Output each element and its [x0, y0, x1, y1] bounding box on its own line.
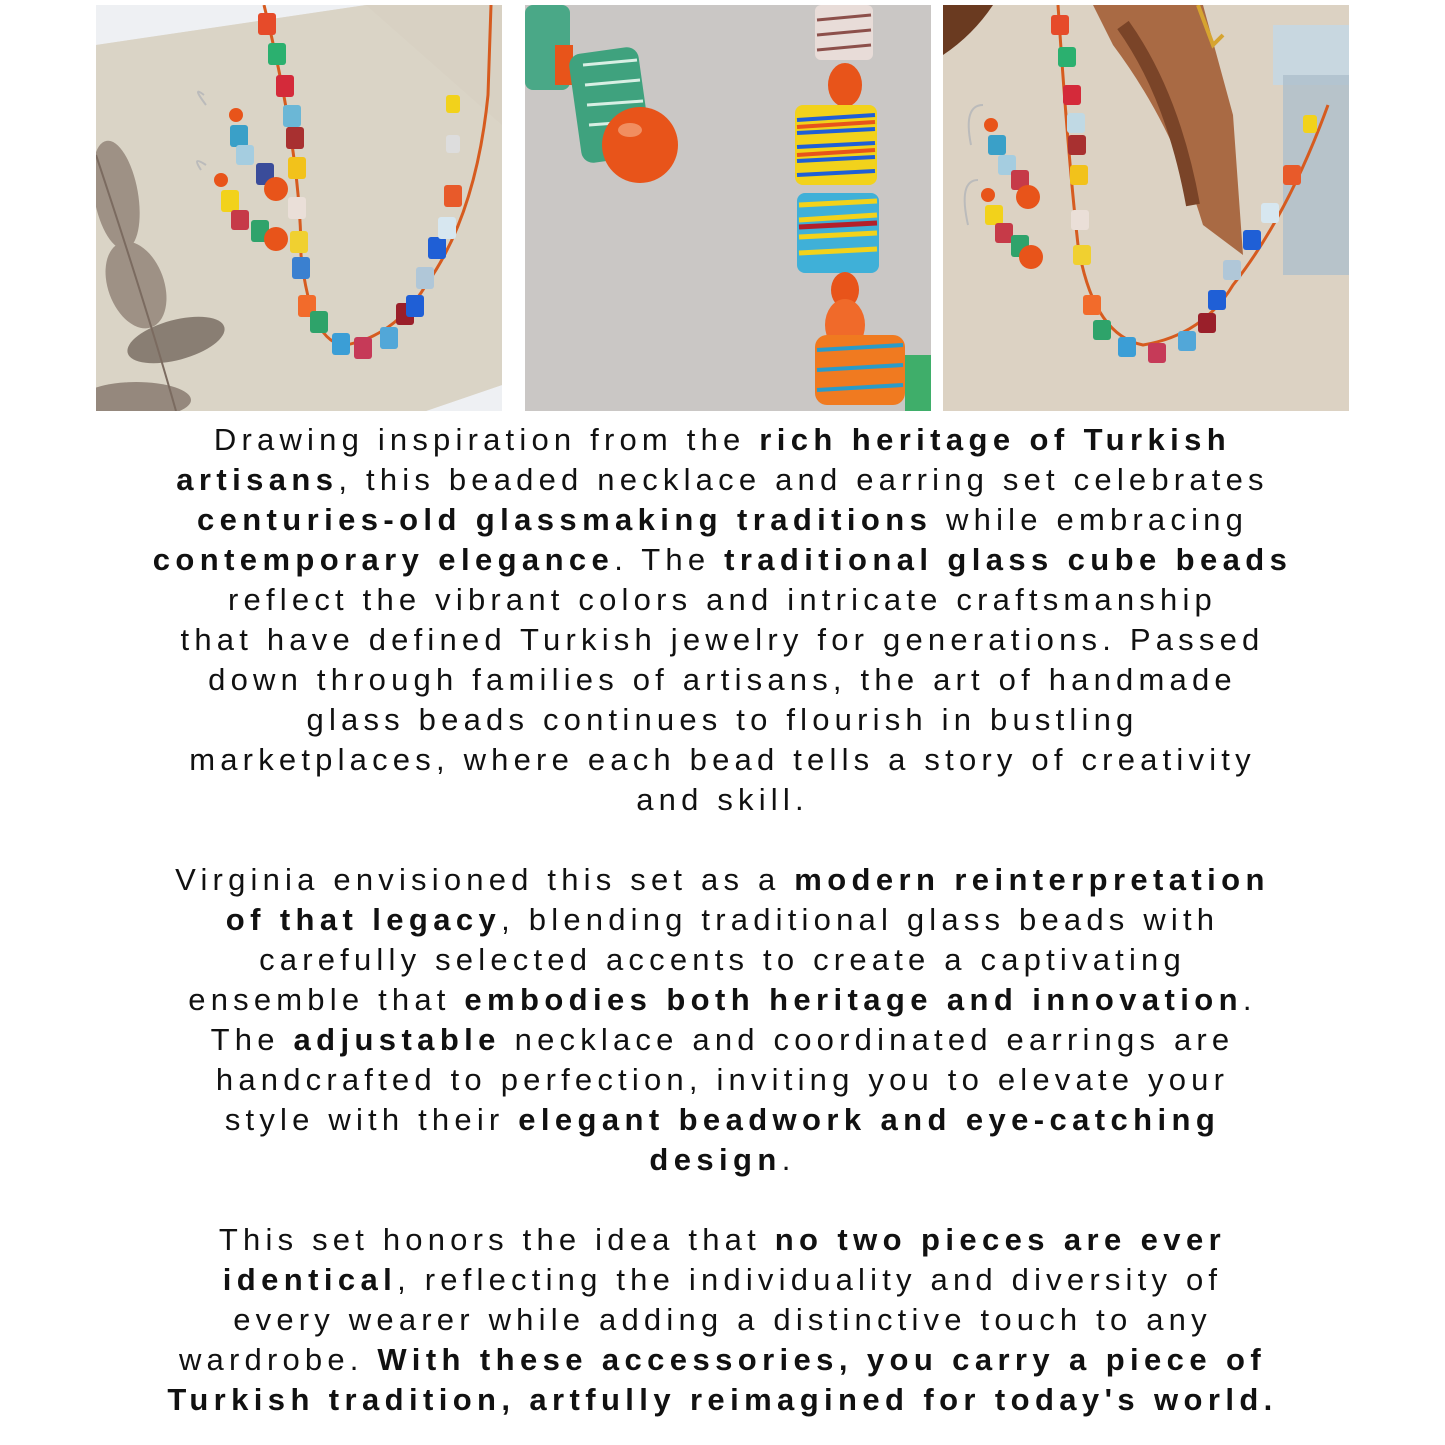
description-line [0, 1260, 1445, 1300]
description-line [0, 780, 1445, 820]
body-text: ensemble that [188, 982, 465, 1017]
emphasis-text: adjustable [293, 1022, 501, 1057]
body-text: every wearer while adding a distinctive touch to any [233, 1302, 1212, 1337]
body-text: marketplaces, where each bead tells a story of creativity [189, 742, 1256, 777]
photo-bead-closeup [525, 5, 931, 411]
body-text: reflect the vibrant colors and intricate craftsmanship [228, 582, 1217, 617]
body-text: The [210, 1022, 294, 1057]
description-paragraph-2 [0, 860, 1445, 1180]
description-line [0, 460, 1445, 500]
emphasis-text: of that legacy [225, 902, 502, 937]
necklace-on-stone-image [96, 5, 502, 411]
emphasis-text: contemporary elegance [152, 542, 615, 577]
emphasis-text: With these accessories, you carry a piece of [377, 1342, 1267, 1377]
description-line [0, 1140, 1445, 1180]
emphasis-text: elegant beadwork and eye-catching [518, 1102, 1221, 1137]
paragraph-gap [0, 1180, 1445, 1220]
description-line [0, 1020, 1445, 1060]
body-text: style with their [224, 1102, 519, 1137]
emphasis-text: identical [222, 1262, 398, 1297]
description-line [0, 420, 1445, 460]
description-line [0, 900, 1445, 940]
description-line [0, 620, 1445, 660]
emphasis-text: centuries-old glassmaking traditions [196, 502, 933, 537]
body-text: Drawing inspiration from the [213, 422, 760, 457]
emphasis-text: rich heritage of Turkish [759, 422, 1232, 457]
description-line [0, 660, 1445, 700]
body-text: glass beads continues to flourish in bustling [306, 702, 1139, 737]
body-text: , blending traditional glass beads with [501, 902, 1220, 937]
photo-strip [0, 5, 1445, 411]
description-line [0, 740, 1445, 780]
description-line [0, 580, 1445, 620]
body-text: . [781, 1142, 796, 1177]
emphasis-text: no two pieces are ever [774, 1222, 1227, 1257]
body-text: wardrobe. [178, 1342, 378, 1377]
photo-necklace-on-fabric [943, 5, 1349, 411]
body-text: carefully selected accents to create a captivating [259, 942, 1186, 977]
description-paragraph-3 [0, 1220, 1445, 1420]
description-line [0, 500, 1445, 540]
paragraph-gap [0, 820, 1445, 860]
body-text: , this beaded necklace and earring set celebrates [338, 462, 1269, 497]
emphasis-text: Turkish tradition, artfully reimagined for today's world. [167, 1382, 1278, 1417]
description-line [0, 1300, 1445, 1340]
description-line [0, 1220, 1445, 1260]
description-line [0, 1380, 1445, 1420]
description-line [0, 540, 1445, 580]
body-text: necklace and coordinated earrings are [500, 1022, 1235, 1057]
description-line [0, 1060, 1445, 1100]
bead-closeup-image [525, 5, 931, 411]
emphasis-text: traditional glass cube beads [724, 542, 1293, 577]
body-text: while embracing [932, 502, 1249, 537]
product-description [0, 420, 1445, 1420]
description-line [0, 1340, 1445, 1380]
description-line [0, 700, 1445, 740]
description-line [0, 940, 1445, 980]
description-line [0, 980, 1445, 1020]
body-text: and skill. [636, 782, 809, 817]
photo-necklace-on-stone [96, 5, 502, 411]
body-text: , reflecting the individuality and diversity of [397, 1262, 1223, 1297]
body-text: . The [614, 542, 725, 577]
body-text: Virginia envisioned this set as a [175, 862, 795, 897]
emphasis-text: modern reinterpretation [794, 862, 1270, 897]
body-text: This set honors the idea that [218, 1222, 775, 1257]
necklace-on-fabric-image [943, 5, 1349, 411]
emphasis-text: design [649, 1142, 782, 1177]
body-text: down through families of artisans, the art of handmade [208, 662, 1237, 697]
body-text: handcrafted to perfection, inviting you to elevate your [215, 1062, 1230, 1097]
emphasis-text: embodies both heritage and innovation [464, 982, 1243, 1017]
description-line [0, 1100, 1445, 1140]
body-text: . [1242, 982, 1257, 1017]
emphasis-text: artisans [176, 462, 339, 497]
description-line [0, 860, 1445, 900]
description-paragraph-1 [0, 420, 1445, 820]
body-text: that have defined Turkish jewelry for generations. Passed [180, 622, 1265, 657]
